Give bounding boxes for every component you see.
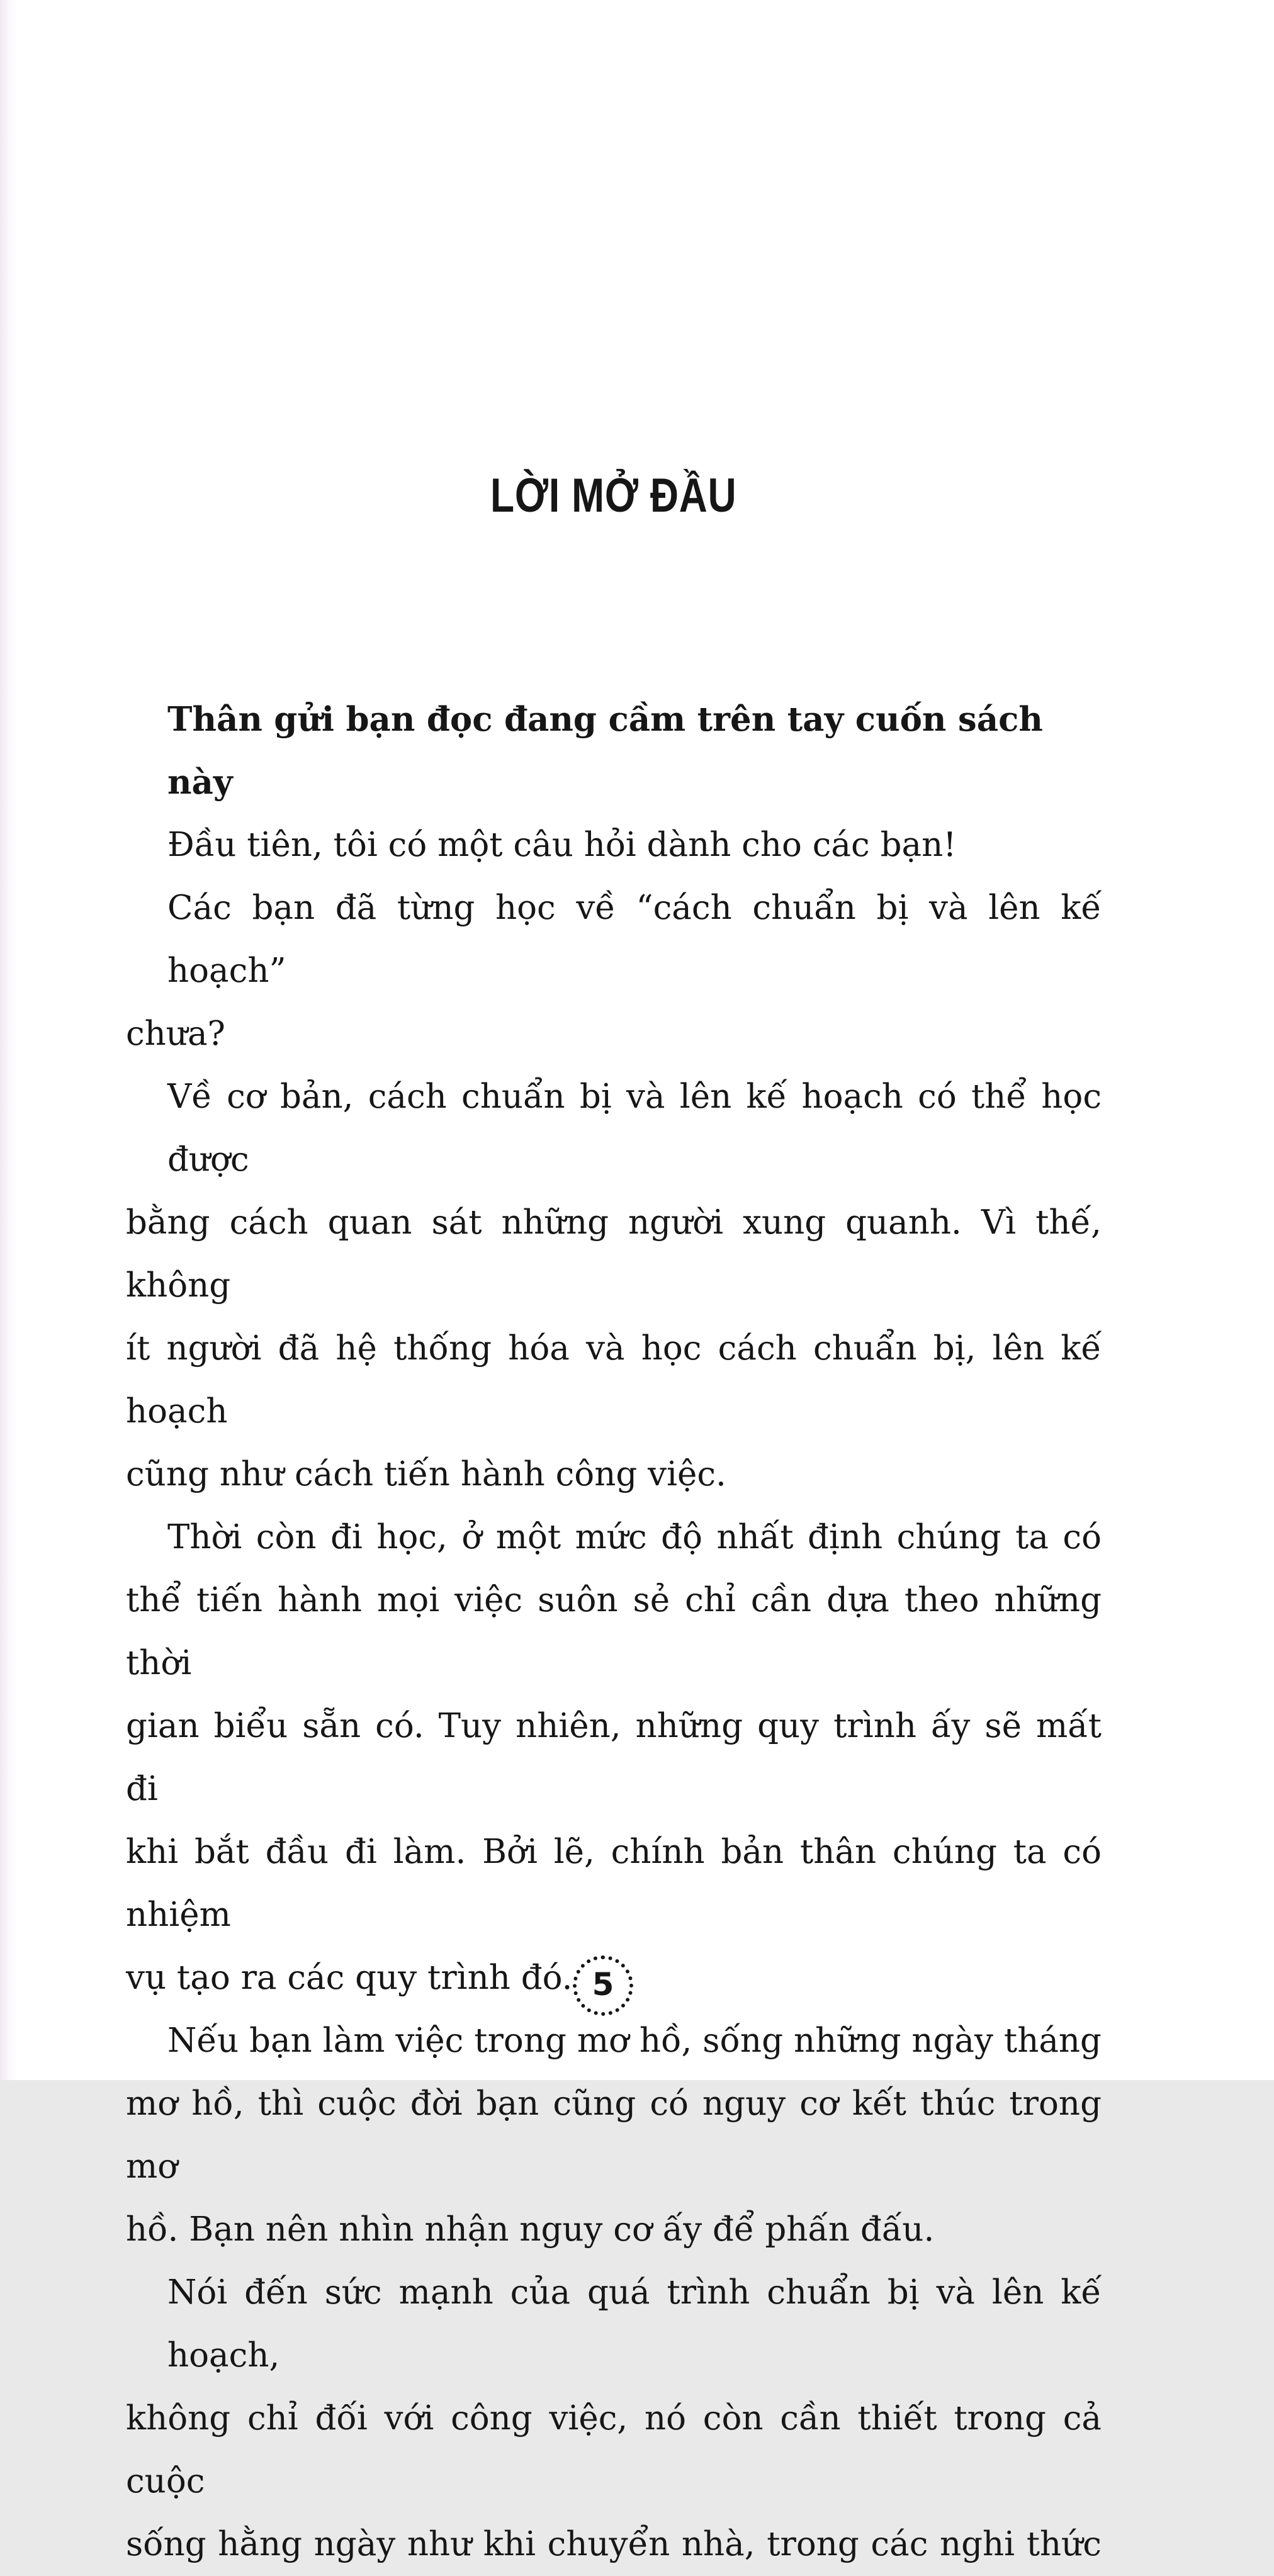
paragraph (126, 1506, 1102, 2010)
paragraph (126, 688, 1102, 814)
text-line: mơ hồ, thì cuộc đời bạn cũng có nguy cơ kết thúc trong mơ (126, 2084, 1102, 2186)
text-line: ít người đã hệ thống hóa và học cách chuẩn bị, lên kế hoạch (126, 1329, 1102, 1431)
body-text (126, 688, 1102, 2576)
text-line: cũng như cách tiến hành công việc. (126, 1455, 726, 1493)
text-line: không chỉ đối với công việc, nó còn cần thiết trong cả cuộc (126, 2399, 1102, 2500)
text-line: Nếu bạn làm việc trong mơ hồ, sống những ngày tháng (167, 2022, 1102, 2060)
text-line: Nói đến sức mạnh của quá trình chuẩn bị và lên kế hoạch, (167, 2273, 1102, 2375)
text-line: khi bắt đầu đi làm. Bởi lẽ, chính bản thân chúng ta có nhiệm (126, 1833, 1102, 1934)
paragraph (126, 877, 1102, 1066)
paragraph (126, 2010, 1102, 2261)
page-number-badge (573, 1955, 633, 2016)
text-line: Đầu tiên, tôi có một câu hỏi dành cho các bạn! (167, 826, 957, 864)
text-line: Các bạn đã từng học về “cách chuẩn bị và lên kế hoạch” (167, 889, 1102, 990)
chapter-title (126, 469, 1102, 523)
text-line: Thời còn đi học, ở một mức độ nhất định chúng ta có (167, 1518, 1102, 1556)
paragraph (126, 814, 1102, 877)
chapter-title-text: LỜI MỞ ĐẦU (490, 469, 737, 522)
text-line: chưa? (126, 1015, 225, 1053)
text-line: bằng cách quan sát những người xung quanh. Vì thế, không (126, 1203, 1102, 1305)
text-line: sống hằng ngày như khi chuyển nhà, trong các nghi thức (126, 2525, 1102, 2563)
paragraph (126, 2261, 1102, 2576)
page-edge-shadow (0, 0, 18, 2080)
text-line: thể tiến hành mọi việc suôn sẻ chỉ cần dựa theo những thời (126, 1581, 1102, 1682)
paragraph (126, 1066, 1102, 1506)
page-number: 5 (592, 1966, 614, 2003)
text-line: hồ. Bạn nên nhìn nhận nguy cơ ấy để phấn đấu. (126, 2210, 935, 2249)
text-line: Về cơ bản, cách chuẩn bị và lên kế hoạch có thể học được (167, 1077, 1102, 1179)
text-line: vụ tạo ra các quy trình đó. (126, 1959, 573, 1997)
text-line: Thân gửi bạn đọc đang cầm trên tay cuốn sách này (167, 700, 1043, 802)
text-line: gian biểu sẵn có. Tuy nhiên, những quy trình ấy sẽ mất đi (126, 1707, 1102, 1808)
